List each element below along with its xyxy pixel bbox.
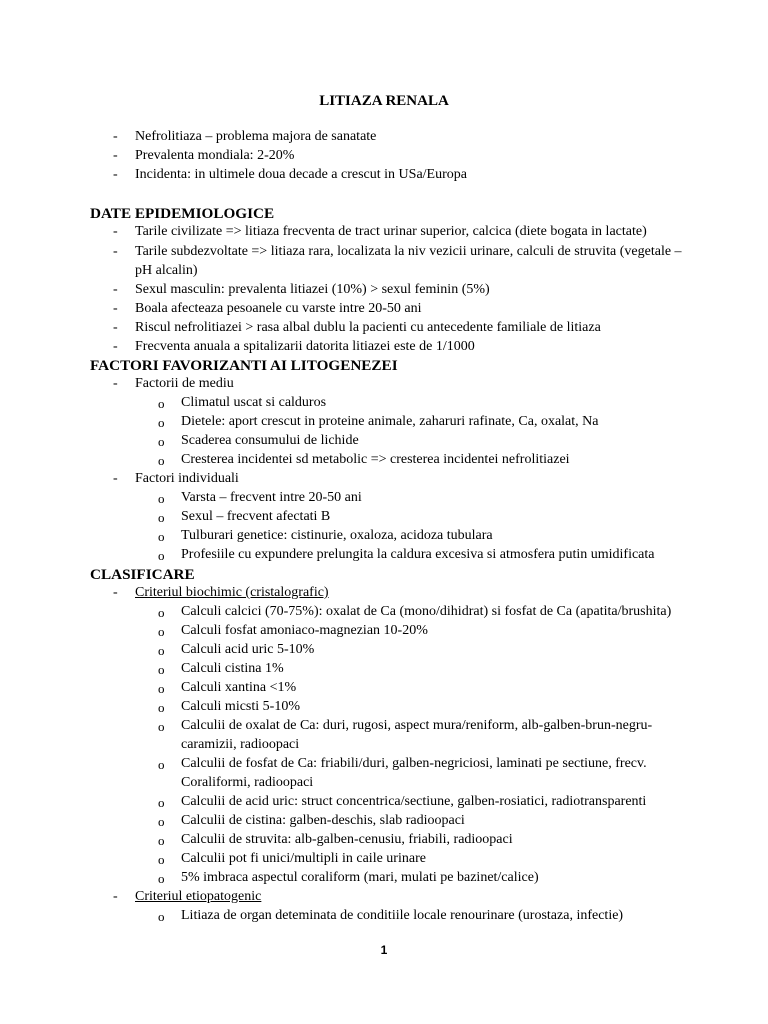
bullet-marker: o xyxy=(158,909,165,924)
etiopatogenic-item: Litiaza de organ deteminata de conditiile locale renourinare (urostaza, infectie) xyxy=(181,908,624,923)
bullet-marker: o xyxy=(158,453,165,468)
bullet-marker: o xyxy=(158,415,165,430)
bullet-marker: o xyxy=(158,605,165,620)
factori-individuali-item: Sexul – frecvent afectati B xyxy=(181,509,331,524)
intro-item: Incidenta: in ultimele doua decade a crescut in USa/Europa xyxy=(135,167,467,182)
dash-marker: - xyxy=(113,244,118,259)
bullet-marker: o xyxy=(158,548,165,563)
epi-item-continuation: pH alcalin) xyxy=(135,263,198,278)
factori-individuali-item: Profesiile cu expundere prelungita la caldura excesiva si atmosfera putin umidificata xyxy=(181,547,655,562)
bullet-marker: o xyxy=(158,643,165,658)
document-title: LITIAZA RENALA xyxy=(319,93,449,109)
intro-item: Nefrolitiaza – problema majora de sanatate xyxy=(135,129,377,144)
dash-marker: - xyxy=(113,320,118,335)
section-heading-factori: FACTORI FAVORIZANTI AI LITOGENEZEI xyxy=(90,357,398,374)
biochimic-item: 5% imbraca aspectul coraliform (mari, mulati pe bazinet/calice) xyxy=(181,870,539,885)
bullet-marker: o xyxy=(158,434,165,449)
bullet-marker: o xyxy=(158,833,165,848)
dash-marker: - xyxy=(113,585,118,600)
bullet-marker: o xyxy=(158,529,165,544)
epi-item: Boala afecteaza pesoanele cu varste intre 20-50 ani xyxy=(135,301,422,316)
biochimic-item-continuation: caramizii, radioopaci xyxy=(181,737,300,752)
intro-item: Prevalenta mondiala: 2-20% xyxy=(135,148,295,163)
bullet-marker: o xyxy=(158,700,165,715)
biochimic-item-continuation: Coraliformi, radioopaci xyxy=(181,775,314,790)
dash-marker: - xyxy=(113,376,118,391)
dash-marker: - xyxy=(113,224,118,239)
dash-marker: - xyxy=(113,129,118,144)
dash-marker: - xyxy=(113,167,118,182)
factori-individuali-label: Factori individuali xyxy=(135,471,239,486)
bullet-marker: o xyxy=(158,681,165,696)
dash-marker: - xyxy=(113,339,118,354)
biochimic-item: Calculii de struvita: alb-galben-cenusiu, friabili, radioopaci xyxy=(181,832,513,847)
factori-mediu-item: Scaderea consumului de lichide xyxy=(181,433,359,448)
page-number: 1 xyxy=(380,943,388,957)
section-heading-clasificare: CLASIFICARE xyxy=(90,566,195,583)
bullet-marker: o xyxy=(158,719,165,734)
epi-item: Riscul nefrolitiazei > rasa albal dublu la pacienti cu antecedente familiale de litiaza xyxy=(135,320,601,335)
bullet-marker: o xyxy=(158,662,165,677)
dash-marker: - xyxy=(113,282,118,297)
bullet-marker: o xyxy=(158,814,165,829)
biochimic-item: Calculi acid uric 5-10% xyxy=(181,642,315,657)
bullet-marker: o xyxy=(158,624,165,639)
bullet-marker: o xyxy=(158,795,165,810)
bullet-marker: o xyxy=(158,757,165,772)
dash-marker: - xyxy=(113,889,118,904)
biochimic-item: Calculii de oxalat de Ca: duri, rugosi, aspect mura/reniform, alb-galben-brun-negru- xyxy=(181,718,653,733)
factori-mediu-item: Cresterea incidentei sd metabolic => cresterea incidentei nefrolitiazei xyxy=(181,452,570,467)
criteriu-biochimic-label: Criteriul biochimic (cristalografic) xyxy=(135,585,329,600)
biochimic-item: Calculi micsti 5-10% xyxy=(181,699,300,714)
bullet-marker: o xyxy=(158,491,165,506)
biochimic-item: Calculi cistina 1% xyxy=(181,661,284,676)
criteriu-etiopatogenic-label: Criteriul etiopatogenic xyxy=(135,889,262,904)
factori-mediu-label: Factorii de mediu xyxy=(135,376,234,391)
biochimic-item: Calculi xantina <1% xyxy=(181,680,297,695)
factori-mediu-item: Dietele: aport crescut in proteine animale, zaharuri rafinate, Ca, oxalat, Na xyxy=(181,414,599,429)
factori-mediu-item: Climatul uscat si calduros xyxy=(181,395,327,410)
biochimic-item: Calculi calcici (70-75%): oxalat de Ca (mono/dihidrat) si fosfat de Ca (apatita/brushita) xyxy=(181,604,672,619)
bullet-marker: o xyxy=(158,510,165,525)
section-heading-epidemiologie: DATE EPIDEMIOLOGICE xyxy=(90,205,275,222)
biochimic-item: Calculi fosfat amoniaco-magnezian 10-20% xyxy=(181,623,428,638)
epi-item: Tarile civilizate => litiaza frecventa de tract urinar superior, calcica (diete bogata in lactate) xyxy=(135,224,647,239)
bullet-marker: o xyxy=(158,871,165,886)
dash-marker: - xyxy=(113,471,118,486)
epi-item: Frecventa anuala a spitalizarii datorita litiazei este de 1/1000 xyxy=(135,339,475,354)
biochimic-item: Calculii pot fi unici/multipli in caile urinare xyxy=(181,851,426,866)
factori-individuali-item: Varsta – frecvent intre 20-50 ani xyxy=(181,490,362,505)
factori-individuali-item: Tulburari genetice: cistinurie, oxaloza, acidoza tubulara xyxy=(181,528,493,543)
bullet-marker: o xyxy=(158,396,165,411)
dash-marker: - xyxy=(113,301,118,316)
epi-item: Tarile subdezvoltate => litiaza rara, localizata la niv vezicii urinare, calculi de struvita (vegetale – xyxy=(135,244,682,259)
epi-item: Sexul masculin: prevalenta litiazei (10%) > sexul feminin (5%) xyxy=(135,282,490,297)
bullet-marker: o xyxy=(158,852,165,867)
biochimic-item: Calculii de cistina: galben-deschis, slab radioopaci xyxy=(181,813,465,828)
biochimic-item: Calculii de acid uric: struct concentrica/sectiune, galben-rosiatici, radiotransparenti xyxy=(181,794,647,809)
biochimic-item: Calculii de fosfat de Ca: friabili/duri, galben-negriciosi, laminati pe sectiune, frecv. xyxy=(181,756,647,771)
dash-marker: - xyxy=(113,148,118,163)
